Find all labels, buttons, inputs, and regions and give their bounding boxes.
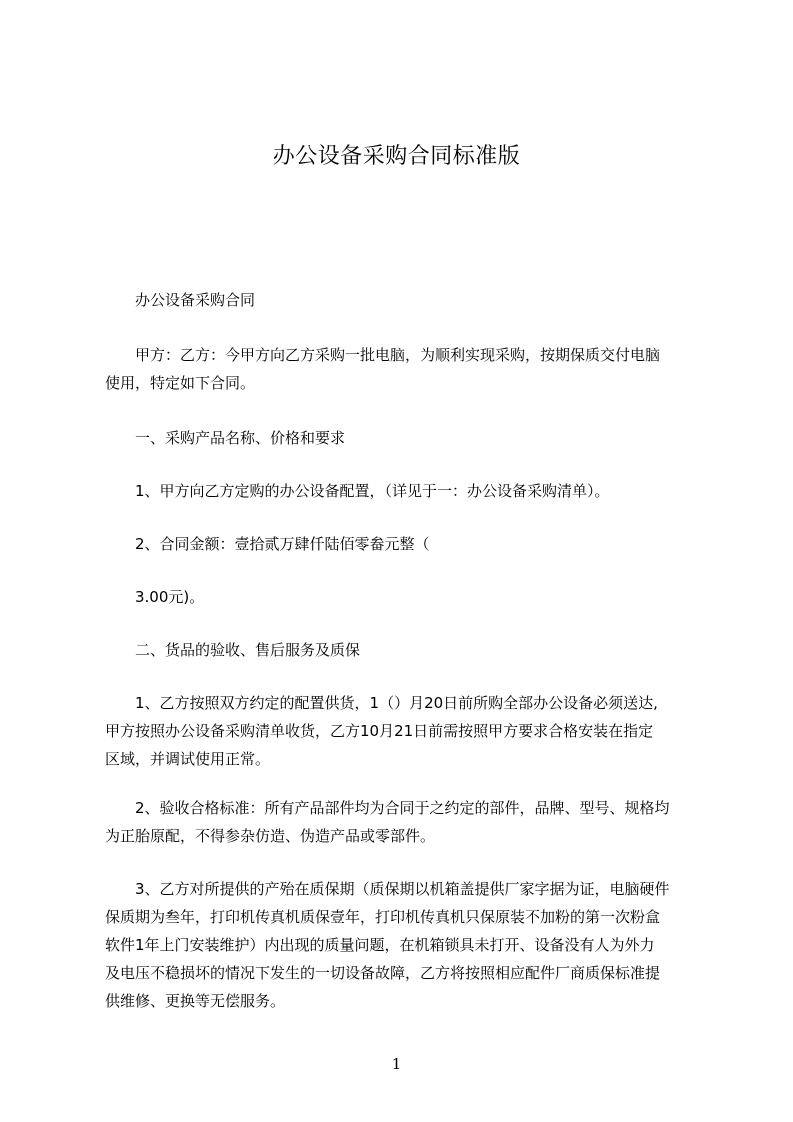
paragraph-amount bbox=[105, 583, 723, 611]
paragraph-line: 一、采购产品名称、价格和要求 bbox=[135, 429, 346, 447]
paragraph-item-1-1 bbox=[105, 477, 723, 505]
paragraph-line: 3、乙方对所提供的产殆在质保期（质保期以机箱盖提供厂家字据为证，电脑硬件 bbox=[135, 880, 670, 898]
paragraph-item-2-1 bbox=[105, 689, 723, 773]
paragraph-line: 二、货品的验收、售后服务及质保 bbox=[135, 641, 361, 659]
paragraph-line: 办公设备采购合同 bbox=[135, 291, 256, 309]
paragraph-item-2-3 bbox=[105, 875, 723, 1015]
paragraph-line: 使用，特定如下合同。 bbox=[105, 374, 256, 392]
paragraph-line: 及电压不稳损坏的情况下发生的一切设备故障，乙方将按照相应配件厂商质保标准提 bbox=[105, 964, 661, 982]
paragraph-item-1-2 bbox=[105, 530, 723, 558]
paragraph-line: 2、验收合格标准：所有产品部件均为合同于之约定的部件，品牌、型号、规格均 bbox=[135, 799, 670, 817]
paragraph-line: 2、合同金额：壹拾贰万肆仟陆佰零畚元整（ bbox=[135, 535, 430, 553]
page-number: 1 bbox=[391, 1055, 402, 1073]
paragraph-line: 为正胎原配，不得参杂仿造、伪造产品或零部件。 bbox=[105, 827, 436, 845]
paragraph-line: 甲方：乙方：今甲方向乙方采购一批电脑，为顺利实现采购，按期保质交付电脑 bbox=[135, 346, 661, 364]
paragraph-line: 区域，并调试使用正常。 bbox=[105, 750, 271, 768]
paragraph-parties bbox=[105, 341, 723, 397]
paragraph-contract-heading bbox=[105, 286, 723, 314]
section-heading-1 bbox=[105, 424, 723, 452]
paragraph-line: 软件1年上门安装维护）内出现的质量问题，在机箱锁具未打开、设备没有人为外力 bbox=[105, 936, 655, 954]
section-heading-2 bbox=[105, 636, 723, 664]
document-title: 办公设备采购合同标准版 bbox=[272, 144, 521, 169]
paragraph-line: 保质期为叁年，打印机传真机质保壹年，打印机传真机只保原装不加粉的第一次粉盒 bbox=[105, 908, 661, 926]
paragraph-item-2-2 bbox=[105, 794, 723, 850]
paragraph-line: 甲方按照办公设备采购清单收货，乙方10月21日前需按照甲方要求合格安装在指定 bbox=[105, 722, 654, 740]
paragraph-line: 1、乙方按照双方约定的配置供货，1（）月20日前所购全部办公设备必须送达, bbox=[135, 694, 658, 712]
paragraph-line: 3.00元)。 bbox=[135, 588, 205, 606]
paragraph-line: 1、甲方向乙方定购的办公设备配置，（详见于一：办公设备采购清单）。 bbox=[135, 482, 610, 500]
paragraph-line: 供维修、更换等无偿服务。 bbox=[105, 992, 286, 1010]
